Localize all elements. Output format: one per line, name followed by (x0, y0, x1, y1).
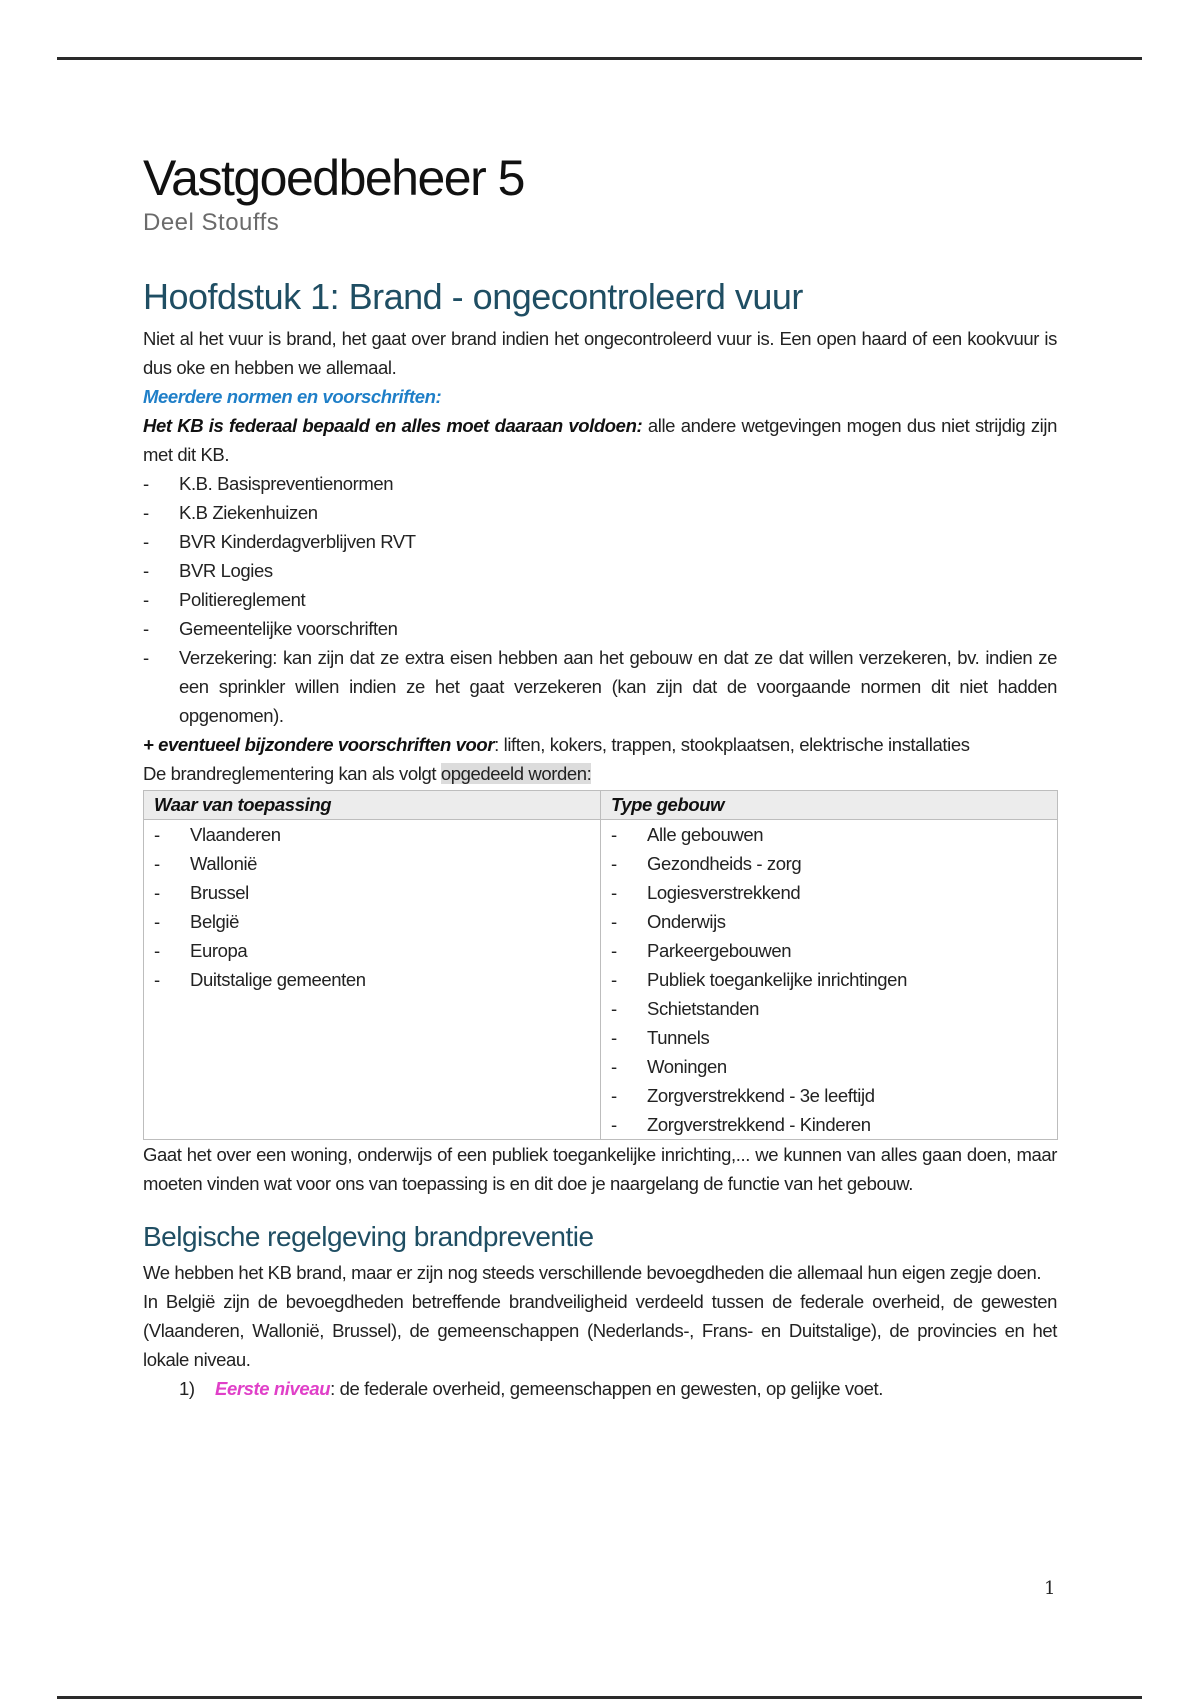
list-item: - Duitstalige gemeenten (154, 965, 590, 994)
list-item: - Onderwijs (611, 907, 1047, 936)
norms-heading-text: Meerdere normen en voorschriften: (143, 386, 442, 407)
list-item: - Alle gebouwen (611, 820, 1047, 849)
levels-list (143, 1374, 1057, 1403)
list-item: - Parkeergebouwen (611, 936, 1047, 965)
special-paragraph (143, 730, 1057, 759)
table-row (144, 820, 1058, 1140)
list-item: - Vlaanderen (154, 820, 590, 849)
list-item: - BVR Logies (143, 556, 1057, 585)
footer-rule (57, 1696, 1142, 1699)
level-number: 1) (179, 1378, 195, 1399)
table-header-type-gebouw: Type gebouw (601, 791, 1058, 820)
kb-bold-text: Het KB is federaal bepaald en alles moet daaraan voldoen: (143, 415, 643, 436)
division-intro (143, 759, 1057, 788)
section-paragraph-2: In België zijn de bevoegdheden betreffende brandveiligheid verdeeld tussen de federale overheid, de gewesten (Vlaanderen, Wallonië, Brussel), de gemeenschappen (Nederlands-, Frans- en Duitstalige), de provincies en het lokale niveau. (143, 1291, 1057, 1370)
special-rest-text: : liften, kokers, trappen, stookplaatsen, elektrische installaties (494, 734, 970, 755)
division-intro-highlight: opgedeeld worden: (440, 763, 592, 784)
list-item: - Zorgverstrekkend - Kinderen (611, 1110, 1047, 1139)
table-cell-type-gebouw (601, 820, 1058, 1140)
division-intro-plain: De brandreglementering kan als volgt (143, 763, 441, 784)
intro-paragraph: Niet al het vuur is brand, het gaat over brand indien het ongecontroleerd vuur is. Een open haard of een kookvuur is dus oke en hebben we allemaal. (143, 328, 1057, 378)
special-bold-text: + eventueel bijzondere voorschriften voor (143, 734, 495, 755)
norms-list (143, 469, 1057, 730)
section-paragraph-1: We hebben het KB brand, maar er zijn nog steeds verschillende bevoegdheden die allemaal hun eigen zegje doen. (143, 1262, 1042, 1283)
chapter-heading: Hoofdstuk 1: Brand - ongecontroleerd vuur (143, 276, 803, 317)
regulation-table (143, 790, 1058, 1140)
level-label: Eerste niveau (215, 1378, 331, 1399)
list-item: - Publiek toegankelijke inrichtingen (611, 965, 1047, 994)
section-heading: Belgische regelgeving brandpreventie (143, 1221, 594, 1252)
list-item: - K.B. Basispreventienormen (143, 469, 1057, 498)
list-item: - Tunnels (611, 1023, 1047, 1052)
kb-rest-text: alle andere wetgevingen mogen dus niet strijdig zijn met dit KB. (143, 415, 1057, 465)
list-item: - België (154, 907, 590, 936)
list-item: - Gezondheids - zorg (611, 849, 1047, 878)
list-item: - Wallonië (154, 849, 590, 878)
toepassing-list (154, 820, 590, 994)
level-text: : de federale overheid, gemeenschappen en gewesten, op gelijke voet. (330, 1378, 883, 1399)
list-item: - K.B Ziekenhuizen (143, 498, 1057, 527)
table-header-toepassing: Waar van toepassing (144, 791, 601, 820)
list-item: - BVR Kinderdagverblijven RVT (143, 527, 1057, 556)
kb-paragraph (143, 411, 1057, 469)
list-item: - Schietstanden (611, 994, 1047, 1023)
list-item: - Zorgverstrekkend - 3e leeftijd (611, 1081, 1047, 1110)
list-item: - Woningen (611, 1052, 1047, 1081)
list-item: - Europa (154, 936, 590, 965)
list-item: - Logiesverstrekkend (611, 878, 1047, 907)
list-item (179, 1374, 1057, 1403)
list-item: - Gemeentelijke voorschriften (143, 614, 1057, 643)
after-table-paragraph: Gaat het over een woning, onderwijs of een publiek toegankelijke inrichting,... we kunnen van alles gaan doen, maar moeten vinden wat voor ons van toepassing is en dit doe je naargelang de functie van het gebouw. (143, 1144, 1057, 1194)
page-number: 1 (1044, 1578, 1056, 1599)
table-cell-toepassing (144, 820, 601, 1140)
document-page (143, 150, 1057, 1403)
list-item: - Verzekering: kan zijn dat ze extra eisen hebben aan het gebouw en dat ze dat willen verzekeren, bv. indien ze een sprinkler willen indien ze het gaat verzekeren (kan zijn dat de voorgaande normen dit niet hadden opgenomen). (143, 643, 1057, 730)
type-gebouw-list (611, 820, 1047, 1139)
list-item: - Politiereglement (143, 585, 1057, 614)
norms-heading (143, 382, 1057, 411)
document-title: Vastgoedbeheer 5 (143, 150, 524, 206)
document-subtitle: Deel Stouffs (143, 209, 280, 236)
header-rule (57, 57, 1142, 60)
list-item: - Brussel (154, 878, 590, 907)
